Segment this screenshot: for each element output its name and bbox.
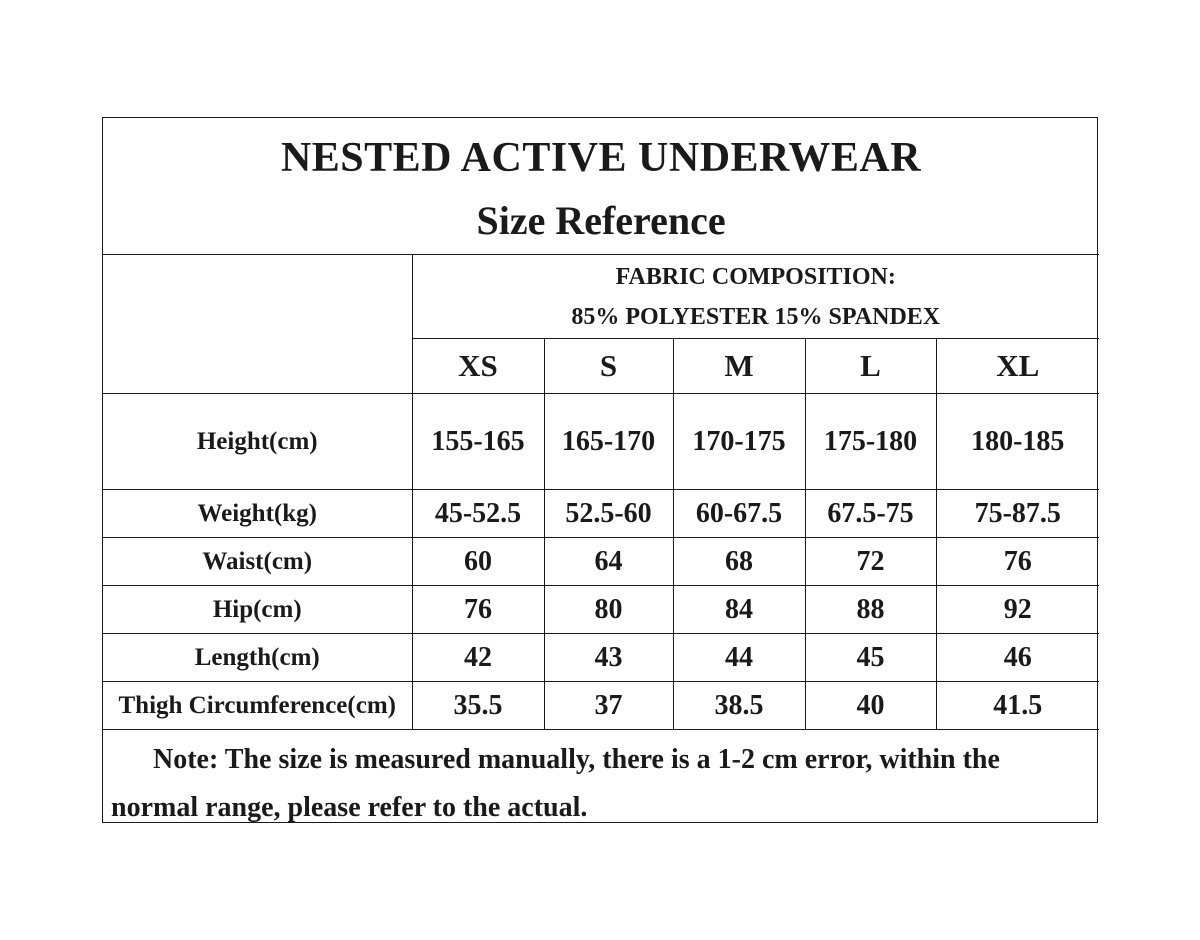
table-cell: 52.5-60 bbox=[544, 490, 673, 538]
table-cell: 35.5 bbox=[412, 682, 544, 730]
table-cell: 60-67.5 bbox=[673, 490, 805, 538]
table-cell: 75-87.5 bbox=[936, 490, 1099, 538]
table-cell: 170-175 bbox=[673, 394, 805, 490]
table-cell: 84 bbox=[673, 586, 805, 634]
table-cell: 180-185 bbox=[936, 394, 1099, 490]
size-header-m: M bbox=[673, 339, 805, 394]
table-cell: 44 bbox=[673, 634, 805, 682]
table-row bbox=[103, 538, 1099, 586]
fabric-materials: 85% POLYESTER 15% SPANDEX bbox=[571, 303, 941, 330]
page-subtitle: Size Reference bbox=[476, 198, 726, 243]
fabric-composition bbox=[412, 255, 1099, 339]
table-cell: 165-170 bbox=[544, 394, 673, 490]
table-row bbox=[103, 490, 1099, 538]
table-row bbox=[103, 394, 1099, 490]
table-cell: 76 bbox=[412, 586, 544, 634]
size-header-xl: XL bbox=[936, 339, 1099, 394]
table-cell: 45 bbox=[805, 634, 936, 682]
fabric-row bbox=[103, 255, 1099, 339]
note-cell bbox=[103, 730, 1099, 837]
table-cell: 76 bbox=[936, 538, 1099, 586]
table-cell: 64 bbox=[544, 538, 673, 586]
fabric-heading: FABRIC COMPOSITION: bbox=[615, 263, 896, 290]
table-cell: 46 bbox=[936, 634, 1099, 682]
note-row bbox=[103, 730, 1099, 837]
table-cell: 80 bbox=[544, 586, 673, 634]
table-cell: 175-180 bbox=[805, 394, 936, 490]
size-table bbox=[103, 118, 1099, 836]
table-cell: 42 bbox=[412, 634, 544, 682]
row-label-waist: Waist(cm) bbox=[103, 538, 412, 586]
table-row bbox=[103, 586, 1099, 634]
measurement-note: Note: The size is measured manually, there is a 1-2 cm error, within the normal range, please refer to the actual. bbox=[111, 744, 1000, 823]
table-row bbox=[103, 634, 1099, 682]
corner-cell bbox=[103, 255, 412, 394]
row-label-length: Length(cm) bbox=[103, 634, 412, 682]
size-header-l: L bbox=[805, 339, 936, 394]
table-cell: 60 bbox=[412, 538, 544, 586]
title-cell bbox=[103, 118, 1099, 255]
row-label-height: Height(cm) bbox=[103, 394, 412, 490]
table-cell: 38.5 bbox=[673, 682, 805, 730]
table-cell: 92 bbox=[936, 586, 1099, 634]
row-label-weight: Weight(kg) bbox=[103, 490, 412, 538]
table-cell: 45-52.5 bbox=[412, 490, 544, 538]
size-header-s: S bbox=[544, 339, 673, 394]
table-cell: 43 bbox=[544, 634, 673, 682]
size-header-xs: XS bbox=[412, 339, 544, 394]
table-cell: 88 bbox=[805, 586, 936, 634]
table-cell: 72 bbox=[805, 538, 936, 586]
table-cell: 67.5-75 bbox=[805, 490, 936, 538]
table-cell: 68 bbox=[673, 538, 805, 586]
row-label-hip: Hip(cm) bbox=[103, 586, 412, 634]
table-cell: 155-165 bbox=[412, 394, 544, 490]
table-cell: 41.5 bbox=[936, 682, 1099, 730]
title-row bbox=[103, 118, 1099, 255]
table-cell: 37 bbox=[544, 682, 673, 730]
size-chart bbox=[102, 117, 1098, 823]
row-label-thigh: Thigh Circumference(cm) bbox=[103, 682, 412, 730]
page-title: NESTED ACTIVE UNDERWEAR bbox=[280, 135, 922, 181]
table-row bbox=[103, 682, 1099, 730]
table-cell: 40 bbox=[805, 682, 936, 730]
